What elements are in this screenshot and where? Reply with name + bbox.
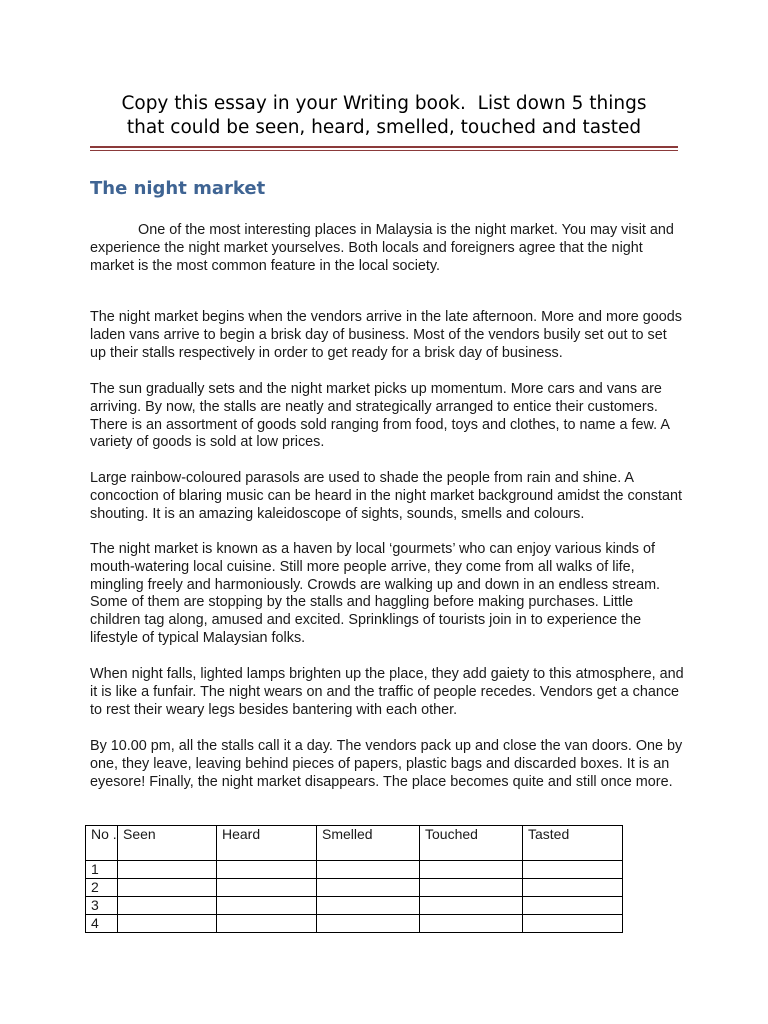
- essay-paragraph: The night market begins when the vendors arrive in the late afternoon. More and more goods laden vans arrive to begin a brisk day of business. Most of the vendors busily set out to set up their stalls respectively in order to get ready for a brisk day of business.: [90, 309, 682, 361]
- heard-cell[interactable]: [217, 897, 317, 915]
- header-no: No .: [86, 826, 118, 861]
- row-number: 1: [86, 861, 118, 879]
- touched-cell[interactable]: [420, 897, 523, 915]
- smelled-cell[interactable]: [317, 879, 420, 897]
- header-touched: Touched: [420, 826, 523, 861]
- tasted-cell[interactable]: [523, 897, 623, 915]
- essay-paragraph: When night falls, lighted lamps brighten up the place, they add gaiety to this atmosphere, and it is like a funfair. The night wears on and the traffic of people recedes. Vendors get a chance to rest their weary legs besides bantering with each other.: [90, 666, 684, 718]
- seen-cell[interactable]: [118, 879, 217, 897]
- heard-cell[interactable]: [217, 915, 317, 933]
- header-smelled: Smelled: [317, 826, 420, 861]
- heard-cell[interactable]: [217, 861, 317, 879]
- seen-cell[interactable]: [118, 897, 217, 915]
- touched-cell[interactable]: [420, 861, 523, 879]
- instruction-block: [90, 92, 678, 140]
- senses-table: [85, 825, 623, 933]
- smelled-cell[interactable]: [317, 861, 420, 879]
- divider-rule-thin: [90, 150, 678, 151]
- header-seen: Seen: [118, 826, 217, 861]
- tasted-cell[interactable]: [523, 861, 623, 879]
- table-row: [86, 915, 623, 933]
- table-row: [86, 879, 623, 897]
- essay-paragraph: One of the most interesting places in Malaysia is the night market. You may visit and experience the night market yourselves. Both locals and foreigners agree that the night market is the most common feature in the local society.: [90, 222, 674, 274]
- essay-paragraph: The night market is known as a haven by local ‘gourmets’ who can enjoy various kinds of mouth-watering local cuisine. Still more people arrive, they come from all walks of life, mingling freely and harmoniously. Crowds are walking up and down in an endless stream. Some of them are stopping by the stalls and haggling before making purchases. Little children tag along, amused and excited. Sprinklings of tourists join in to experience the lifestyle of typical Malaysian folks.: [90, 541, 661, 646]
- touched-cell[interactable]: [420, 879, 523, 897]
- essay-title: The night market: [90, 178, 266, 199]
- divider-rule-thick: [90, 146, 678, 148]
- essay-paragraph: Large rainbow-coloured parasols are used to shade the people from rain and shine. A concoction of blaring music can be heard in the night market background amidst the constant shouting. It is an amazing kaleidoscope of sights, sounds, smells and colours.: [90, 470, 682, 522]
- heard-cell[interactable]: [217, 879, 317, 897]
- touched-cell[interactable]: [420, 915, 523, 933]
- instruction-line-2: that could be seen, heard, smelled, touched and tasted: [126, 117, 642, 138]
- tasted-cell[interactable]: [523, 915, 623, 933]
- tasted-cell[interactable]: [523, 879, 623, 897]
- row-number: 4: [86, 915, 118, 933]
- seen-cell[interactable]: [118, 861, 217, 879]
- row-number: 2: [86, 879, 118, 897]
- smelled-cell[interactable]: [317, 915, 420, 933]
- seen-cell[interactable]: [118, 915, 217, 933]
- instruction-line-1: Copy this essay in your Writing book. List down 5 things: [121, 93, 647, 114]
- table-row: [86, 861, 623, 879]
- header-tasted: Tasted: [523, 826, 623, 861]
- header-heard: Heard: [217, 826, 317, 861]
- row-number: 3: [86, 897, 118, 915]
- essay-paragraph: By 10.00 pm, all the stalls call it a day. The vendors pack up and close the van doors. One by one, they leave, leaving behind pieces of papers, plastic bags and discarded boxes. It is an eyesore! Finally, the night market disappears. The place becomes quite and still once more.: [90, 738, 683, 790]
- table-header-row: [86, 826, 623, 861]
- table-row: [86, 897, 623, 915]
- essay-paragraph: The sun gradually sets and the night market picks up momentum. More cars and vans are arriving. By now, the stalls are neatly and strategically arranged to entice their customers. There is an assortment of goods sold ranging from food, toys and clothes, to name a few. A variety of goods is sold at low prices.: [90, 381, 670, 451]
- smelled-cell[interactable]: [317, 897, 420, 915]
